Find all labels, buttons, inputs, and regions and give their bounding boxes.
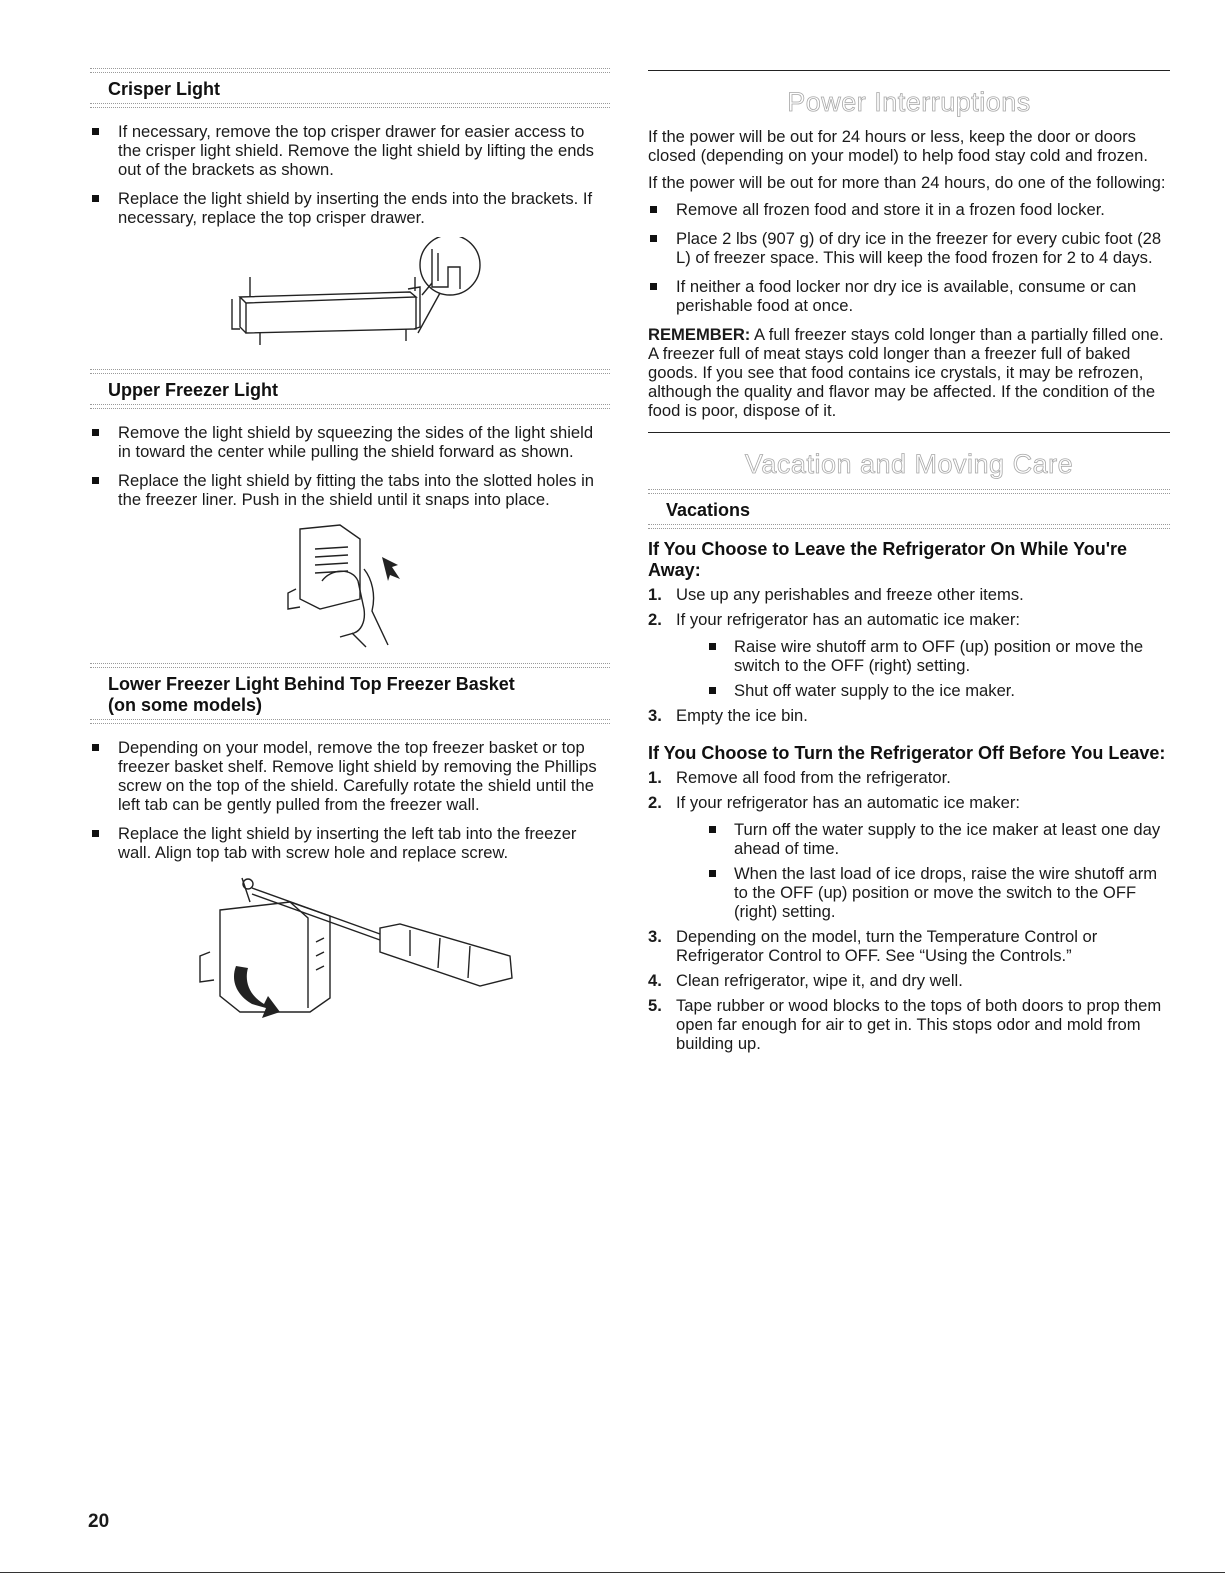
list-item: If necessary, remove the top crisper drawer for easier access to the crisper light shield. Remove the light shield by lifting the ends out of the brackets as shown. xyxy=(90,122,610,179)
list-item: Replace the light shield by fitting the tabs into the slotted holes in the freezer liner. Push in the shield until it snaps into place. xyxy=(90,471,610,509)
power-paragraph: If the power will be out for 24 hours or less, keep the door or doors closed (depending on your model) to help food stay cold and frozen. xyxy=(648,127,1148,165)
section-rule xyxy=(90,719,610,724)
step-text: Remove all food from the refrigerator. xyxy=(676,768,951,787)
list-item xyxy=(648,927,1170,965)
list-item: Depending on your model, remove the top freezer basket or top freezer basket shelf. Remove light shield by removing the Phillips screw on the top of the shield. Carefully rotate the shield until the left tab can be gently pulled from the freezer wall. xyxy=(90,738,610,814)
list-item: Turn off the water supply to the ice maker at least one day ahead of time. xyxy=(706,820,1170,858)
turn-off-steps xyxy=(648,768,1170,1053)
power-options-list xyxy=(648,200,1170,315)
right-column xyxy=(648,68,1170,1059)
leave-on-steps xyxy=(648,585,1170,725)
list-item xyxy=(648,610,1170,700)
section-rule xyxy=(90,103,610,108)
left-column xyxy=(90,68,610,1032)
page-number: 20 xyxy=(88,1511,110,1532)
upper-freezer-light-list xyxy=(90,423,610,509)
list-item: If neither a food locker nor dry ice is available, consume or can perishable food at once. xyxy=(648,277,1170,315)
remember-label: REMEMBER: xyxy=(648,325,751,344)
step-number: 3. xyxy=(648,706,662,725)
step-text: Clean refrigerator, wipe it, and dry well. xyxy=(676,971,963,990)
section-rule xyxy=(648,524,1170,529)
vacation-moving-care-title: Vacation and Moving Care xyxy=(744,449,1074,479)
lower-freezer-light-heading xyxy=(90,668,610,719)
remember-note xyxy=(648,325,1170,420)
upper-freezer-shield-illustration xyxy=(260,519,440,649)
step-text: Empty the ice bin. xyxy=(676,706,808,725)
step-number: 2. xyxy=(648,610,662,629)
list-item: Remove all frozen food and store it in a frozen food locker. xyxy=(648,200,1170,219)
step-text: Tape rubber or wood blocks to the tops of both doors to prop them open far enough for air to get in. This stops odor and mold from building up. xyxy=(676,996,1162,1053)
step-number: 4. xyxy=(648,971,662,990)
list-item xyxy=(648,793,1170,921)
leave-on-heading: If You Choose to Leave the Refrigerator On While You're Away: xyxy=(648,539,1128,580)
page-bottom-rule xyxy=(0,1572,1225,1573)
crisper-light-heading: Crisper Light xyxy=(108,79,221,99)
lower-freezer-light-list xyxy=(90,738,610,862)
lower-freezer-light-heading-line1: Lower Freezer Light Behind Top Freezer Basket xyxy=(108,674,515,694)
step-text: Depending on the model, turn the Temperature Control or Refrigerator Control to OFF. See “Using the Controls.” xyxy=(676,927,1098,965)
step-text: If your refrigerator has an automatic ice maker: xyxy=(676,610,1021,629)
step-number: 2. xyxy=(648,793,662,812)
list-item: Raise wire shutoff arm to OFF (up) position or move the switch to the OFF (right) setting. xyxy=(706,637,1170,675)
list-item: Shut off water supply to the ice maker. xyxy=(706,681,1170,700)
step-number: 5. xyxy=(648,996,662,1015)
lower-freezer-shield-screwdriver-illustration xyxy=(180,872,520,1032)
list-item: Replace the light shield by inserting the left tab into the freezer wall. Align top tab with screw hole and replace screw. xyxy=(90,824,610,862)
step-number: 3. xyxy=(648,927,662,946)
power-paragraph: If the power will be out for more than 24 hours, do one of the following: xyxy=(648,173,1166,192)
remember-text: A full freezer stays cold longer than a partially filled one. A freezer full of meat stays cold longer than a freezer full of baked goods. If you see that food contains ice crystals, it may be refrozen, although the quality and flavor may be affected. If the condition of the food is poor, dispose of it. xyxy=(648,325,1164,420)
step-number: 1. xyxy=(648,768,662,787)
power-interruptions-title: Power Interruptions xyxy=(787,87,1031,117)
step-text: If your refrigerator has an automatic ice maker: xyxy=(676,793,1021,812)
list-item: Place 2 lbs (907 g) of dry ice in the freezer for every cubic foot (28 L) of freezer space. This will keep the food frozen for 2 to 4 days. xyxy=(648,229,1170,267)
step-number: 1. xyxy=(648,585,662,604)
ice-maker-sublist xyxy=(676,637,1170,700)
vacations-heading: Vacations xyxy=(666,500,751,520)
list-item xyxy=(648,971,1170,990)
list-item xyxy=(648,996,1170,1053)
upper-freezer-light-heading: Upper Freezer Light xyxy=(108,380,279,400)
list-item xyxy=(648,585,1170,604)
list-item: Replace the light shield by inserting the ends into the brackets. If necessary, replace the top crisper drawer. xyxy=(90,189,610,227)
list-item xyxy=(648,768,1170,787)
section-rule xyxy=(90,404,610,409)
list-item: When the last load of ice drops, raise the wire shutoff arm to the OFF (up) position or move the switch to the OFF (right) setting. xyxy=(706,864,1170,921)
ice-maker-sublist xyxy=(676,820,1170,921)
lower-freezer-light-heading-line2: (on some models) xyxy=(108,695,263,715)
crisper-light-list xyxy=(90,122,610,227)
list-item xyxy=(648,706,1170,725)
turn-off-heading: If You Choose to Turn the Refrigerator Off Before You Leave: xyxy=(648,743,1166,763)
crisper-light-shield-illustration xyxy=(210,237,490,357)
list-item: Remove the light shield by squeezing the sides of the light shield in toward the center while pulling the shield forward as shown. xyxy=(90,423,610,461)
step-text: Use up any perishables and freeze other items. xyxy=(676,585,1024,604)
